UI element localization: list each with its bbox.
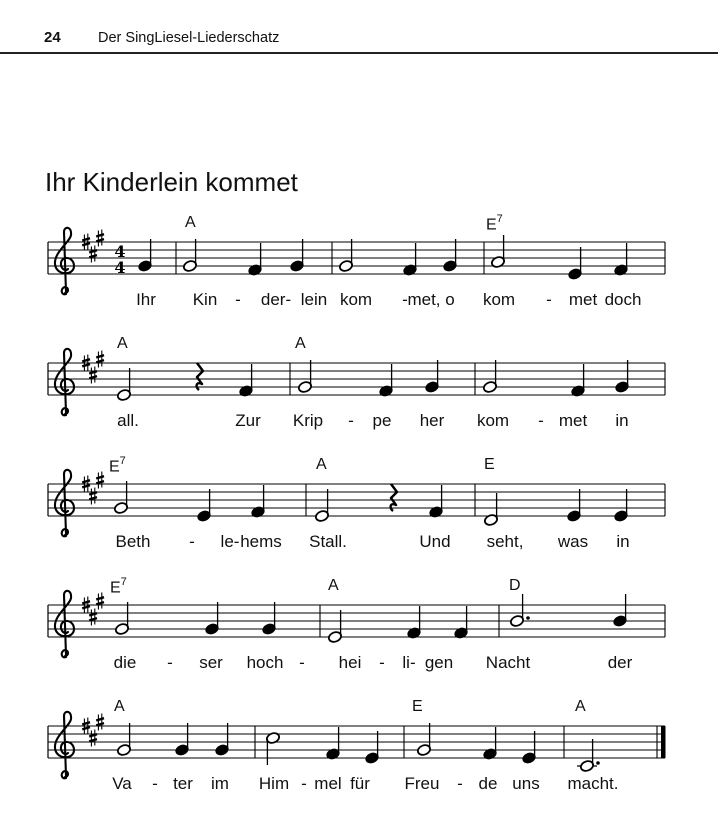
sharp-bar — [96, 476, 104, 478]
lyric-syllable: in — [616, 532, 630, 551]
lyric-syllable: - — [189, 532, 195, 551]
chord-root: A — [316, 456, 327, 473]
lyric-syllable: hei — [338, 653, 362, 672]
lyric-syllable: - — [235, 290, 241, 309]
staff-system — [48, 591, 665, 658]
lyric-syllable: Ihr — [136, 290, 156, 309]
lyric-syllable: im — [211, 774, 229, 793]
chord-symbol — [575, 698, 586, 716]
chord-root: A — [575, 698, 586, 715]
lyric-syllable: lein — [300, 290, 328, 309]
lyric-syllable: - — [402, 290, 408, 309]
chord-root: A — [185, 214, 196, 231]
augmentation-dot — [596, 761, 600, 765]
sharp-bar — [96, 602, 104, 604]
lyric-syllable: - — [301, 774, 307, 793]
lyric-syllable: Va — [112, 774, 132, 793]
treble-clef-icon — [55, 349, 74, 416]
sharp-bar — [96, 597, 104, 599]
sharp-bar — [96, 723, 104, 725]
sharp-bar — [96, 234, 104, 236]
lyric-syllable: was — [557, 532, 589, 551]
treble-clef-icon — [55, 470, 74, 537]
chord-extension: 7 — [119, 455, 126, 467]
song-title: Ihr Kinderlein kommet — [45, 167, 298, 198]
chord-symbol — [486, 214, 503, 234]
sharp-bar — [82, 485, 90, 487]
lyric-syllable: - — [348, 411, 354, 430]
chord-symbol — [114, 698, 125, 716]
staff-system — [48, 228, 665, 295]
sharp-bar — [89, 376, 97, 378]
sharp-bar — [89, 250, 97, 252]
chord-symbol — [185, 214, 196, 232]
lyric-syllable: Nacht — [485, 653, 531, 672]
book-title: Der SingLiesel-Liederschatz — [98, 30, 280, 46]
sharp-bar — [96, 481, 104, 483]
lyric-syllable: hoch — [246, 653, 284, 672]
chord-root: E — [412, 698, 423, 715]
lyric-syllable: der- — [260, 290, 292, 309]
chord-symbol — [509, 577, 521, 595]
sharp-bar — [89, 613, 97, 615]
sharp-bar — [82, 359, 90, 361]
chord-root: A — [328, 577, 339, 594]
lyric-syllable: die — [113, 653, 137, 672]
lyric-syllable: in — [615, 411, 629, 430]
page-number: 24 — [44, 29, 61, 46]
lyric-syllable: Him — [258, 774, 290, 793]
sharp-bar — [96, 355, 104, 357]
final-barline-thick — [661, 726, 666, 758]
sharp-bar — [82, 243, 90, 245]
chord-symbol — [316, 456, 327, 474]
lyric-syllable: met — [568, 290, 598, 309]
sharp-bar — [89, 497, 97, 499]
lyric-syllable: - — [457, 774, 463, 793]
lyric-syllable: ter — [173, 774, 193, 793]
lyric-syllable: met, — [407, 290, 441, 309]
chord-symbol — [109, 456, 126, 476]
time-signature-numerator: 4 — [114, 242, 126, 261]
lyric-syllable: - — [546, 290, 552, 309]
lyric-syllable: - — [299, 653, 305, 672]
lyric-syllable: all. — [117, 411, 139, 430]
sharp-bar — [82, 722, 90, 724]
lyric-syllable: kom — [476, 411, 510, 430]
sharp-bar — [96, 239, 104, 241]
sharp-bar — [89, 371, 97, 373]
sharp-bar — [82, 480, 90, 482]
chord-symbol — [328, 577, 339, 595]
lyric-syllable: Stall. — [309, 532, 347, 551]
lyric-syllable: seht, — [486, 532, 524, 551]
chord-root: A — [295, 335, 306, 352]
sharp-bar — [89, 739, 97, 741]
chord-root: D — [509, 577, 521, 594]
lyric-syllable: Freu — [404, 774, 440, 793]
chord-symbol — [484, 456, 495, 474]
treble-clef-icon — [55, 591, 74, 658]
lyric-syllable: ser — [199, 653, 223, 672]
lyric-syllable: Zur — [235, 411, 261, 430]
chord-symbol — [117, 335, 128, 353]
chord-extension: 7 — [120, 576, 127, 588]
lyric-syllable: macht. — [567, 774, 619, 793]
lyric-syllable: Kin — [192, 290, 218, 309]
sharp-bar — [96, 360, 104, 362]
quarter-rest — [197, 363, 203, 390]
lyric-syllable: o — [445, 290, 455, 309]
sharp-bar — [96, 718, 104, 720]
chord-root: E — [486, 216, 497, 234]
lyric-syllable: met — [558, 411, 588, 430]
lyric-syllable: de — [478, 774, 498, 793]
sharp-bar — [89, 255, 97, 257]
sharp-bar — [82, 364, 90, 366]
lyric-syllable: kom — [482, 290, 516, 309]
lyric-syllable: Beth — [115, 532, 151, 551]
chord-root: E — [484, 456, 495, 473]
lyric-syllable: gen — [424, 653, 454, 672]
sharp-bar — [82, 606, 90, 608]
lyric-syllable: der — [607, 653, 633, 672]
lyric-syllable: Krip — [292, 411, 324, 430]
augmentation-dot — [526, 616, 530, 620]
treble-clef-icon — [55, 228, 74, 295]
sharp-bar — [82, 238, 90, 240]
staff-system — [48, 712, 666, 779]
lyric-syllable: hems — [240, 532, 282, 551]
chord-root: A — [114, 698, 125, 715]
lyric-syllable: her — [419, 411, 445, 430]
lyric-syllable: - — [152, 774, 158, 793]
chord-root: E — [110, 579, 121, 597]
sharp-bar — [89, 492, 97, 494]
lyric-syllable: le- — [220, 532, 240, 551]
lyric-syllable: li- — [402, 653, 416, 672]
lyric-syllable: doch — [604, 290, 642, 309]
lyric-syllable: mel — [314, 774, 342, 793]
chord-extension: 7 — [496, 213, 503, 225]
lyric-syllable: pe — [372, 411, 392, 430]
treble-clef-icon — [55, 712, 74, 779]
staff-system — [48, 470, 665, 537]
sharp-bar — [82, 727, 90, 729]
quarter-rest — [391, 484, 397, 511]
chord-symbol — [110, 577, 127, 597]
lyric-syllable: für — [350, 774, 370, 793]
staff-system — [48, 349, 665, 416]
sharp-bar — [89, 734, 97, 736]
chord-symbol — [295, 335, 306, 353]
lyric-syllable: - — [379, 653, 385, 672]
lyric-syllable: - — [167, 653, 173, 672]
chord-root: E — [109, 458, 120, 476]
lyric-syllable: kom — [339, 290, 373, 309]
sharp-bar — [89, 618, 97, 620]
lyric-syllable: - — [538, 411, 544, 430]
lyric-syllable: uns — [512, 774, 540, 793]
chord-root: A — [117, 335, 128, 352]
time-signature-denominator: 4 — [114, 258, 126, 277]
lyric-syllable: Und — [419, 532, 451, 551]
chord-symbol — [412, 698, 423, 716]
sharp-bar — [82, 601, 90, 603]
